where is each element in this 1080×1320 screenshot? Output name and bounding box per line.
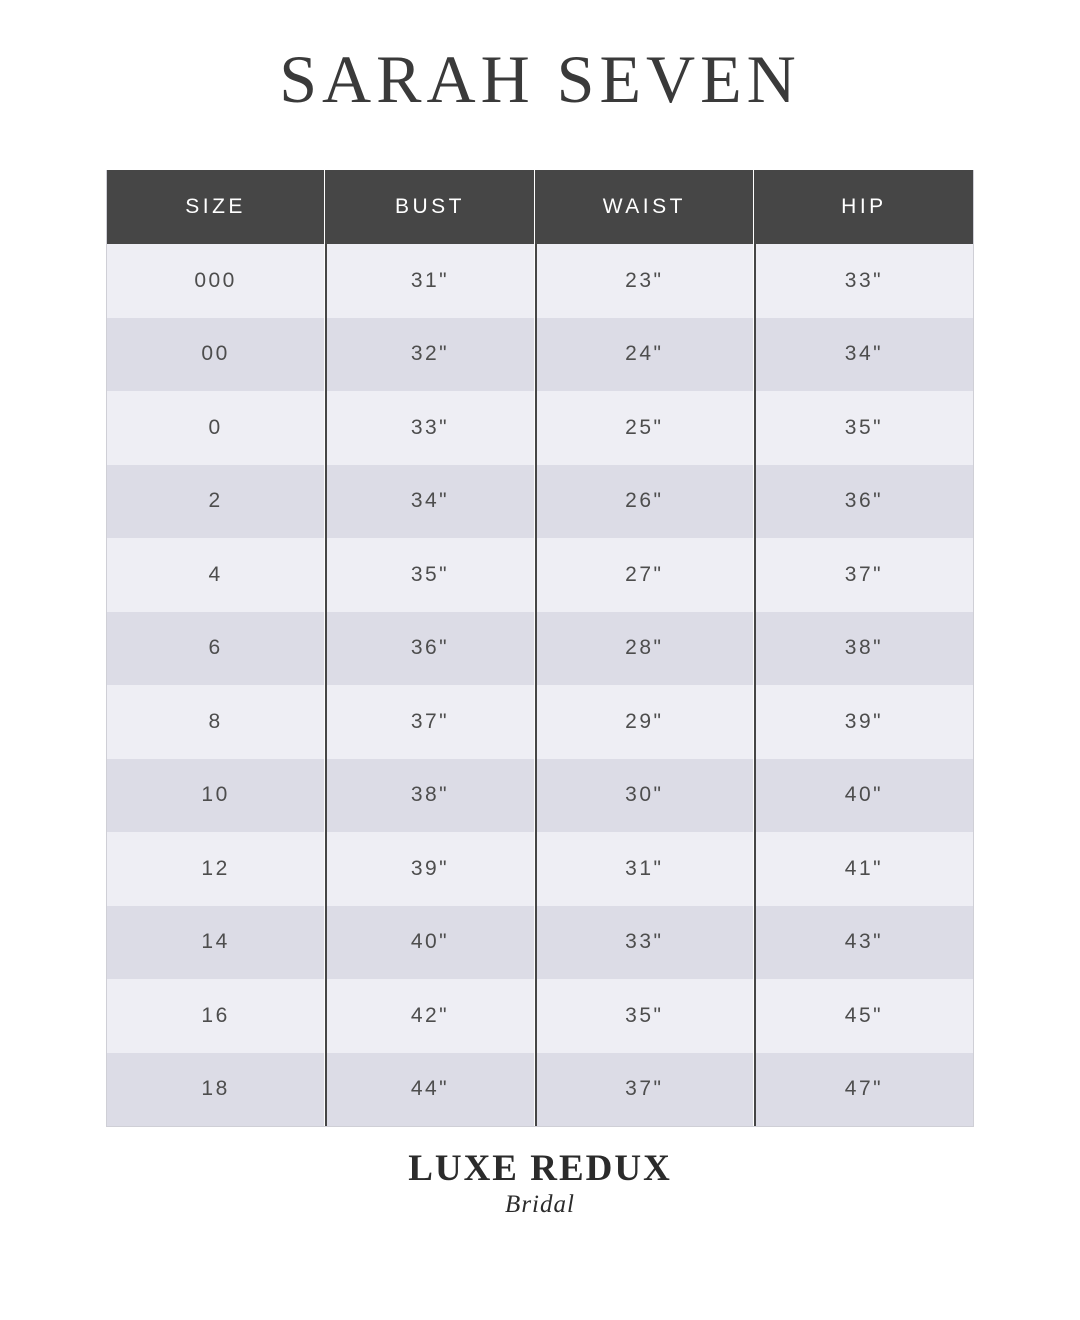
footer-logo-main: LUXE REDUX <box>408 1148 672 1189</box>
cell-hip: 34" <box>754 318 973 392</box>
cell-bust: 35" <box>325 538 535 612</box>
cell-size: 2 <box>107 465 325 539</box>
cell-bust: 39" <box>325 832 535 906</box>
cell-waist: 27" <box>535 538 754 612</box>
cell-hip: 47" <box>754 1053 973 1127</box>
table-body <box>107 244 973 1126</box>
size-chart-table-container <box>106 170 974 1127</box>
cell-hip: 35" <box>754 391 973 465</box>
column-header-waist: WAIST <box>535 170 754 244</box>
cell-size: 6 <box>107 612 325 686</box>
cell-waist: 28" <box>535 612 754 686</box>
table-row <box>107 391 973 465</box>
table-row <box>107 318 973 392</box>
cell-waist: 29" <box>535 685 754 759</box>
column-divider-2 <box>535 170 537 1126</box>
cell-hip: 43" <box>754 906 973 980</box>
table-row <box>107 832 973 906</box>
cell-bust: 33" <box>325 391 535 465</box>
cell-size: 16 <box>107 979 325 1053</box>
table-row <box>107 612 973 686</box>
footer-logo <box>0 1150 1080 1219</box>
cell-size: 8 <box>107 685 325 759</box>
cell-bust: 44" <box>325 1053 535 1127</box>
cell-waist: 37" <box>535 1053 754 1127</box>
table-header-row <box>107 170 973 244</box>
cell-waist: 23" <box>535 244 754 318</box>
cell-size: 12 <box>107 832 325 906</box>
cell-hip: 38" <box>754 612 973 686</box>
table-row <box>107 979 973 1053</box>
table-row <box>107 759 973 833</box>
cell-size: 00 <box>107 318 325 392</box>
table-row <box>107 244 973 318</box>
cell-size: 000 <box>107 244 325 318</box>
cell-size: 14 <box>107 906 325 980</box>
table-row <box>107 538 973 612</box>
cell-size: 18 <box>107 1053 325 1127</box>
cell-size: 4 <box>107 538 325 612</box>
cell-waist: 31" <box>535 832 754 906</box>
cell-hip: 36" <box>754 465 973 539</box>
cell-hip: 45" <box>754 979 973 1053</box>
table-row <box>107 1053 973 1127</box>
cell-bust: 38" <box>325 759 535 833</box>
cell-waist: 26" <box>535 465 754 539</box>
cell-waist: 30" <box>535 759 754 833</box>
table-row <box>107 465 973 539</box>
cell-hip: 41" <box>754 832 973 906</box>
table-header <box>107 170 973 244</box>
cell-bust: 42" <box>325 979 535 1053</box>
page-title: SARAH SEVEN <box>279 41 801 117</box>
cell-hip: 40" <box>754 759 973 833</box>
table-row <box>107 685 973 759</box>
cell-hip: 33" <box>754 244 973 318</box>
column-divider-3 <box>754 170 756 1126</box>
cell-bust: 31" <box>325 244 535 318</box>
size-chart-table <box>107 170 973 1126</box>
cell-bust: 36" <box>325 612 535 686</box>
cell-waist: 35" <box>535 979 754 1053</box>
cell-waist: 24" <box>535 318 754 392</box>
cell-bust: 37" <box>325 685 535 759</box>
cell-size: 0 <box>107 391 325 465</box>
cell-hip: 37" <box>754 538 973 612</box>
cell-bust: 34" <box>325 465 535 539</box>
cell-bust: 32" <box>325 318 535 392</box>
cell-waist: 33" <box>535 906 754 980</box>
cell-size: 10 <box>107 759 325 833</box>
column-header-hip: HIP <box>754 170 973 244</box>
column-header-size: SIZE <box>107 170 325 244</box>
cell-bust: 40" <box>325 906 535 980</box>
cell-hip: 39" <box>754 685 973 759</box>
column-header-bust: BUST <box>325 170 535 244</box>
column-divider-1 <box>325 170 327 1126</box>
footer-logo-sub: Bridal <box>505 1191 575 1218</box>
cell-waist: 25" <box>535 391 754 465</box>
table-row <box>107 906 973 980</box>
